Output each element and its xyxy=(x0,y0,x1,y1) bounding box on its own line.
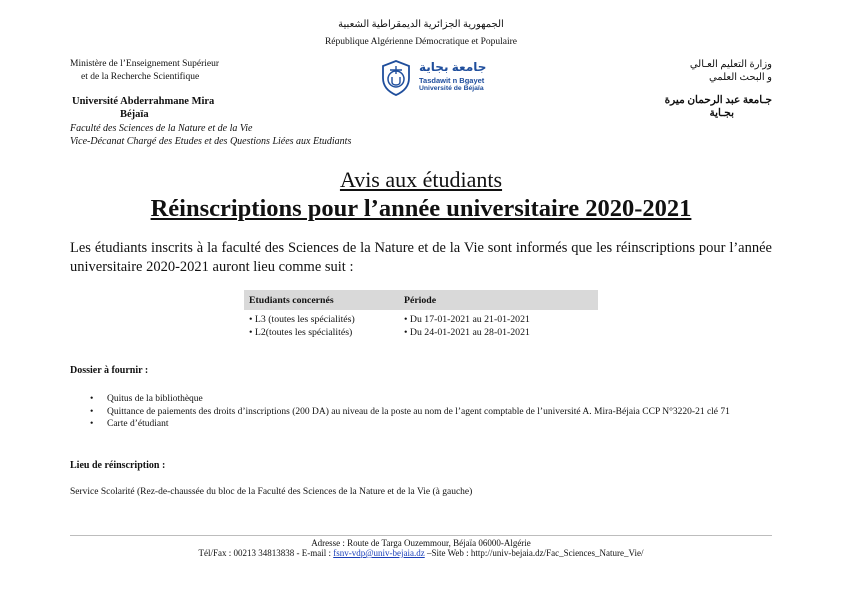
ministry-french xyxy=(70,58,270,84)
list-item: • Quittance de paiements des droits d’inscriptions (200 DA) au niveau de la poste au nom de l’agent comptable de l’université A. Mira-Béjaia CCP N°3220-21 clé 71 xyxy=(70,406,780,419)
schedule-table-body xyxy=(244,313,598,339)
logo-text-french: Université de Béjaïa xyxy=(419,85,484,92)
table-row xyxy=(244,326,598,339)
list-item: • Quitus de la bibliothèque xyxy=(70,393,780,406)
university-name-arabic xyxy=(602,94,772,120)
logo-text-arabic: جامعة بجاية xyxy=(419,60,487,74)
column-header-students: Etudiants concernés xyxy=(249,294,334,306)
university-name-french-line2: Béjaïa xyxy=(120,109,149,120)
ministry-arabic xyxy=(602,58,772,84)
footer-divider xyxy=(70,535,772,536)
period-cell: • Du 17-01-2021 au 21-01-2021 xyxy=(404,314,530,325)
university-name-french-line1: Université Abderrahmane Mira xyxy=(72,96,215,107)
dossier-heading: Dossier à fournir : xyxy=(70,365,149,376)
footer-contact xyxy=(0,548,842,558)
schedule-table-header xyxy=(244,290,598,310)
students-cell: • L3 (toutes les spécialités) xyxy=(249,314,355,325)
republic-name-arabic: الجمهورية الجزائرية الديمقراطية الشعبية xyxy=(338,19,504,30)
ministry-french-line2: et de la Recherche Scientifique xyxy=(81,72,200,82)
students-cell: • L2(toutes les spécialités) xyxy=(249,327,353,338)
list-item: • Carte d’étudiant xyxy=(70,418,780,431)
period-cell: • Du 24-01-2021 au 28-01-2021 xyxy=(404,327,530,338)
dossier-list xyxy=(70,393,780,431)
university-emblem-icon xyxy=(381,60,411,96)
university-name-arabic-line2: بجـاية xyxy=(709,108,734,119)
notice-title: Avis aux étudiants xyxy=(339,167,503,192)
footer-website: –Site Web : http://univ-bejaia.dz/Fac_Sciences_Nature_Vie/ xyxy=(424,548,644,558)
ministry-arabic-line1: وزارة التعليم العـالي xyxy=(689,59,772,70)
notice-subtitle: Réinscriptions pour l’année universitaire 2020-2021 xyxy=(150,195,692,222)
footer-address: Adresse : Route de Targa Ouzemmour, Béjaïa 06000-Algérie xyxy=(311,538,531,548)
faculty-block xyxy=(70,122,570,148)
ministry-arabic-line2: و البحث العلمي xyxy=(708,72,772,83)
university-name-french xyxy=(72,95,272,121)
vice-deanship-name: Vice-Décanat Chargé des Etudes et des Questions Liées aux Etudiants xyxy=(70,136,352,147)
notice-intro: Les étudiants inscrits à la faculté des Sciences de la Nature et de la Vie sont informés que les réinscriptions pour l’année universitaire 2020-2021 auront lieu comme suit : xyxy=(70,240,772,275)
footer-email-link[interactable]: fsnv-vdp@univ-bejaia.dz xyxy=(333,548,425,558)
university-name-arabic-line1: جـامعة عبد الرحمان ميرة xyxy=(664,95,772,106)
schedule-table xyxy=(244,290,598,339)
location-heading: Lieu de réinscription : xyxy=(70,460,166,471)
republic-name-french: République Algérienne Démocratique et Populaire xyxy=(324,37,518,47)
location-text: Service Scolarité (Rez-de-chaussée du bloc de la Faculté des Sciences de la Nature et de la Vie (à gauche) xyxy=(70,487,473,497)
faculty-name: Faculté des Sciences de la Nature et de la Vie xyxy=(70,123,253,134)
university-logo xyxy=(381,60,493,98)
ministry-french-line1: Ministère de l’Enseignement Supérieur xyxy=(70,59,220,69)
footer-phone: Tél/Fax : 00213 34813838 - E-mail : xyxy=(198,548,334,558)
table-row xyxy=(244,313,598,326)
column-header-period: Période xyxy=(404,294,437,306)
logo-text-kabyle: Tasdawit n Bgayet xyxy=(419,76,485,85)
